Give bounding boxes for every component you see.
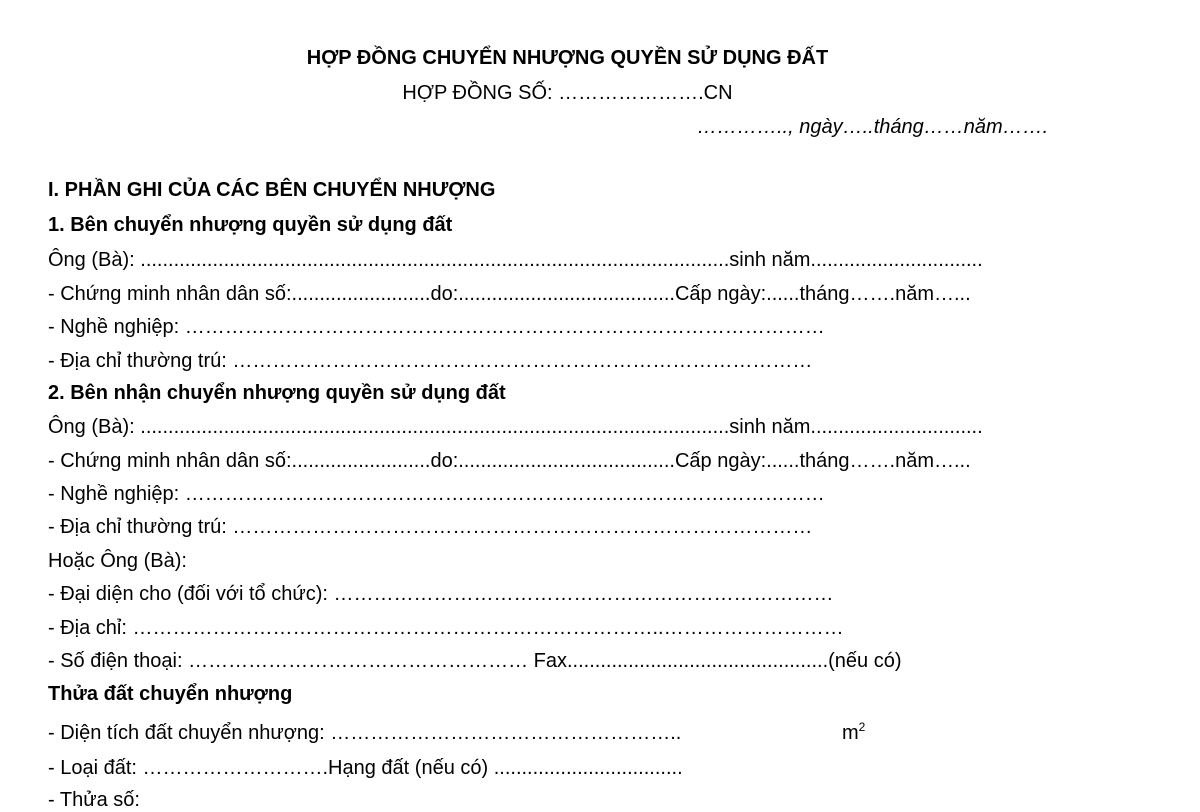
transferee-job: - Nghề nghiệp: …………………………………………………………………………………… — [48, 483, 825, 505]
phone-fax: - Số điện thoại: …………………………………………… Fax...............................................(nếu có) — [48, 650, 902, 672]
section-heading: I. PHẦN GHI CỦA CÁC BÊN CHUYỂN NHƯỢNG — [48, 179, 496, 201]
land-type: - Loại đất: ……………………….Hạng đất (nếu có) .................................. — [48, 757, 683, 779]
org-address: - Địa chỉ: ……………………………………………………………………..……………………… — [48, 617, 844, 639]
area-unit-exponent: 2 — [858, 720, 866, 734]
or-person: Hoặc Ông (Bà): — [48, 550, 187, 572]
transferee-name: Ông (Bà): ..........................................................................................................sinh năm............................... — [48, 416, 983, 438]
representative: - Đại diện cho (đối với tổ chức): ………………………………………………………………… — [48, 583, 834, 605]
transferee-heading: 2. Bên nhận chuyển nhượng quyền sử dụng đất — [48, 382, 506, 404]
document-title: HỢP ĐỒNG CHUYỂN NHƯỢNG QUYỀN SỬ DỤNG ĐẤT — [306, 47, 829, 69]
transferor-name: Ông (Bà): ..........................................................................................................sinh năm............................... — [48, 249, 983, 271]
area-unit — [842, 721, 865, 745]
area-unit-base: m — [842, 722, 859, 744]
land-area: - Diện tích đất chuyển nhượng: …………………………………………….. — [48, 722, 682, 744]
land-heading: Thửa đất chuyển nhượng — [48, 683, 293, 705]
transferor-job: - Nghề nghiệp: …………………………………………………………………………………… — [48, 316, 825, 338]
parcel-number: - Thửa số: — [48, 789, 140, 811]
transferor-id: - Chứng minh nhân dân số:.........................do:.......................................Cấp ngày:......tháng…….năm…... — [48, 283, 971, 305]
transferee-address: - Địa chỉ thường trú: …………………………………………………………………………… — [48, 516, 813, 538]
date-line: ………….., ngày…..tháng……năm……. — [697, 116, 1049, 138]
transferor-heading: 1. Bên chuyển nhượng quyền sử dụng đất — [48, 214, 453, 236]
contract-number: HỢP ĐỒNG SỐ: ………………….CN — [402, 82, 733, 104]
transferor-address: - Địa chỉ thường trú: …………………………………………………………………………… — [48, 350, 813, 372]
transferee-id: - Chứng minh nhân dân số:.........................do:.......................................Cấp ngày:......tháng…….năm…... — [48, 450, 971, 472]
